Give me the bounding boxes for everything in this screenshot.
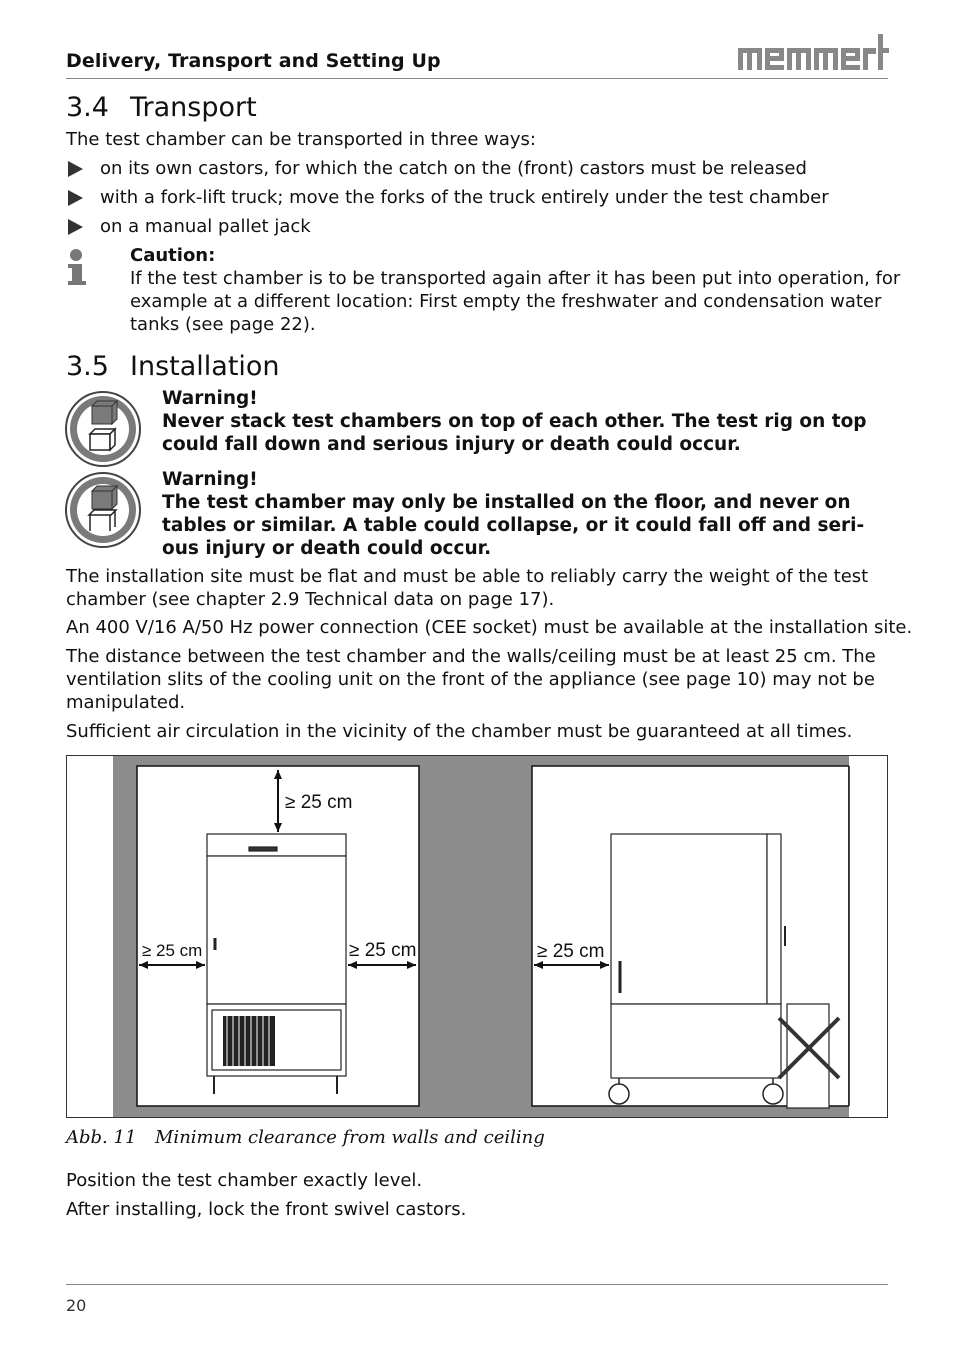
warning-line: The test chamber may only be installed on the floor, and never on — [162, 492, 851, 513]
paragraph-site — [66, 565, 868, 611]
bullet-arrow-icon — [68, 190, 83, 206]
transport-intro: The test chamber can be transported in three ways: — [66, 129, 536, 150]
bullet-item — [68, 215, 888, 238]
top-clearance-label: ≥ 25 cm — [285, 792, 353, 813]
paragraph-line: manipulated. — [66, 692, 186, 713]
figure-caption — [66, 1127, 545, 1148]
side-clearance-label: ≥ 25 cm — [537, 941, 605, 962]
side-view-chamber — [611, 834, 785, 1078]
paragraph-line: The distance between the test chamber and the walls/ceiling must be at least 25 cm. The — [66, 646, 876, 667]
paragraph-distance — [66, 645, 876, 714]
paragraph-line: Sufficient air circulation in the vicinity of the chamber must be guaranteed at all times. — [66, 721, 853, 742]
bullet-item — [68, 157, 888, 180]
warning-line: could fall down and serious injury or death could occur. — [162, 434, 741, 455]
header-rule — [66, 78, 888, 79]
section-number: 3.5 — [66, 351, 109, 382]
section-heading-transport — [66, 92, 257, 123]
section-heading-installation — [66, 351, 280, 382]
no-table-warning-icon — [64, 471, 142, 549]
paragraph-power — [66, 616, 912, 639]
warning-label: Warning! — [162, 469, 258, 490]
header-section-title: Delivery, Transport and Setting Up — [66, 50, 441, 72]
footer-rule — [66, 1284, 888, 1285]
caption-number: Abb. 11 — [66, 1127, 137, 1148]
caution-line: tanks (see page 22). — [130, 314, 316, 335]
clearance-figure — [66, 755, 888, 1118]
paragraph-line: The installation site must be flat and must be able to reliably carry the weight of the test — [66, 566, 869, 587]
warning-label: Warning! — [162, 388, 258, 409]
caption-text: Minimum clearance from walls and ceiling — [155, 1127, 545, 1148]
section-title: Installation — [130, 351, 280, 382]
paragraph-air — [66, 720, 852, 743]
after-figure-text — [66, 1169, 466, 1221]
warning-table — [162, 468, 864, 560]
bullet-item — [68, 186, 888, 209]
crossed-out-object — [787, 1004, 829, 1108]
paragraph-line: Position the test chamber exactly level. — [66, 1170, 423, 1191]
caution-line: If the test chamber is to be transported again after it has been put into operation, for — [130, 268, 901, 289]
paragraph-line: ventilation slits of the cooling unit on the front of the appliance (see page 10) may not be — [66, 669, 875, 690]
bullet-arrow-icon — [68, 219, 83, 235]
section-title: Transport — [130, 92, 257, 123]
warning-line: tables or similar. A table could collapse, or it could fall off and seri- — [162, 515, 865, 536]
front-view-vent — [223, 1016, 275, 1066]
warning-line: Never stack test chambers on top of each other. The test rig on top — [162, 411, 867, 432]
paragraph-line: An 400 V/16 A/50 Hz power connection (CEE socket) must be available at the installation site. — [66, 617, 913, 638]
caution-line: example at a different location: First empty the freshwater and condensation water — [130, 291, 882, 312]
info-icon — [64, 248, 90, 288]
caution-label: Caution: — [130, 245, 216, 266]
warning-line: ous injury or death could occur. — [162, 538, 492, 559]
paragraph-line: After installing, lock the front swivel castors. — [66, 1199, 467, 1220]
bullet-text: with a fork-lift truck; move the forks of the truck entirely under the test chamber — [100, 187, 829, 208]
paragraph-line: chamber (see chapter 2.9 Technical data on page 17). — [66, 589, 555, 610]
memmert-logo — [736, 32, 890, 72]
warning-stacking — [162, 387, 867, 456]
caution-text — [130, 267, 900, 336]
no-stacking-warning-icon — [64, 390, 142, 468]
bullet-text: on a manual pallet jack — [100, 216, 311, 237]
left-clearance-label: ≥ 25 cm — [142, 941, 203, 960]
bullet-text: on its own castors, for which the catch on the (front) castors must be released — [100, 158, 807, 179]
clearance-diagram — [67, 756, 887, 1117]
section-number: 3.4 — [66, 92, 109, 123]
bullet-arrow-icon — [68, 161, 83, 177]
page-number: 20 — [66, 1296, 87, 1315]
right-clearance-label: ≥ 25 cm — [349, 940, 417, 961]
